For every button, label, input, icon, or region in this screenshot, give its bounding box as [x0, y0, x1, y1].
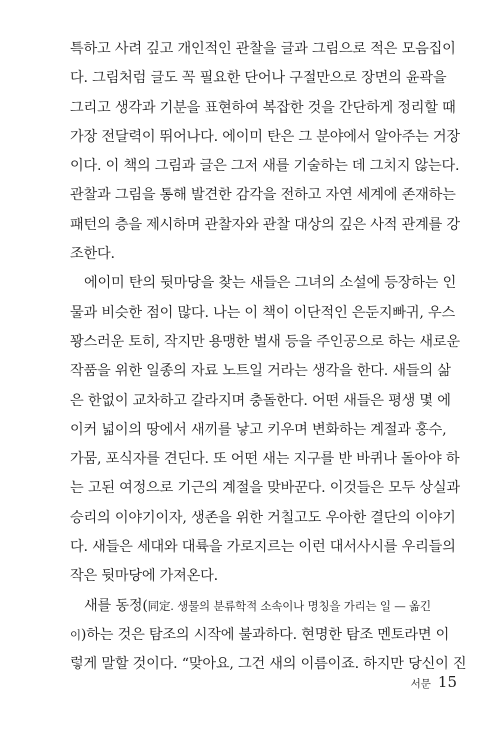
text-line: 관찰과 그림을 통해 발견한 감각을 전하고 자연 세계에 존재하는 [70, 187, 456, 204]
text-line: 꽝스러운 토히, 작지만 용맹한 벌새 등을 주인공으로 하는 새로운 [70, 333, 460, 350]
text-line: 이커 넓이의 땅에서 새끼를 낳고 키우며 변화하는 계절과 홍수, [70, 421, 447, 438]
text-line: 작품을 위한 일종의 자료 노트일 거라는 생각을 한다. 새들의 삶 [70, 363, 451, 380]
text-line: 는 고된 여정으로 기근의 계절을 맞바꾼다. 이것들은 모두 상실과 [70, 480, 460, 497]
text-line: 그리고 생각과 기분을 표현하여 복잡한 것을 간단하게 정리할 때 [70, 99, 456, 116]
page-footer [411, 673, 457, 691]
text-line: 작은 뒷마당에 가져온다. [70, 568, 218, 585]
text-line: 승리의 이야기이자, 생존을 위한 거칠고도 우아한 결단의 이야기 [70, 509, 456, 526]
text-line: 물과 비슷한 점이 많다. 나는 이 책이 이단적인 은둔지빠귀, 우스 [70, 304, 456, 321]
text-line [70, 592, 460, 621]
page-number: 15 [437, 673, 457, 691]
section-title: 서문 [410, 678, 431, 690]
text-run: )하는 것은 탐조의 시작에 불과하다. 현명한 탐조 멘토라면 이 [80, 626, 450, 643]
text-run: 새를 동정( [84, 597, 148, 614]
text-line: 렇게 말할 것이다. “맞아요, 그건 새의 이름이죠. 하지만 당신이 진 [70, 656, 467, 673]
text-line: 다. 새들은 세대와 대륙을 가로지르는 이런 대서사시를 우리들의 [70, 539, 456, 556]
text-line: 에이미 탄의 뒷마당을 찾는 새들은 그녀의 소설에 등장하는 인 [84, 275, 457, 292]
text-line: 특하고 사려 깊고 개인적인 관찰을 글과 그림으로 적은 모음집이 [70, 41, 456, 57]
text-line: 은 한없이 교차하고 갈라지며 충돌한다. 어떤 새들은 평생 몇 에 [70, 392, 451, 409]
translator-note: 이 [70, 627, 81, 642]
text-line: 가장 전달력이 뛰어나다. 에이미 탄은 그 분야에서 알아주는 거장 [70, 128, 460, 145]
paragraph-1 [70, 35, 460, 269]
translator-note: 同定. 생물의 분류학적 소속이나 명칭을 가리는 일 — 옮긴 [147, 598, 431, 613]
text-line: 가뭄, 포식자를 견딘다. 또 어떤 새는 지구를 반 바퀴나 돌아야 하 [70, 451, 460, 468]
page-body [70, 35, 467, 680]
text-line: 패턴의 층을 제시하며 관찰자와 관찰 대상의 깊은 사적 관계를 강 [70, 216, 460, 233]
text-line: 다. 그림처럼 글도 꼭 필요한 단어나 구절만으로 장면의 윤곽을 [70, 70, 447, 87]
text-line [70, 621, 460, 650]
paragraph-3 [70, 592, 467, 680]
text-line: 조한다. [70, 246, 115, 263]
text-line: 이다. 이 책의 그림과 글은 그저 새를 기술하는 데 그치지 않는다. [70, 158, 460, 175]
paragraph-2 [70, 269, 460, 591]
